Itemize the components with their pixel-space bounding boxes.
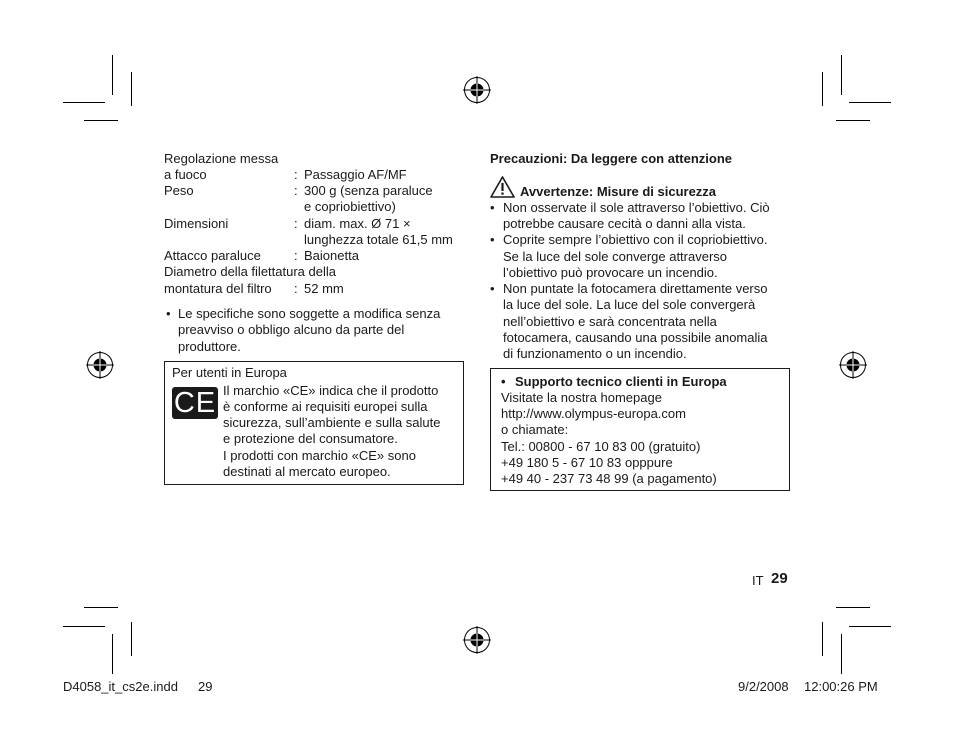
europe-box-line: Il marchio «CE» indica che il prodotto: [223, 383, 439, 398]
spec-focus-label: Regolazione messa: [164, 151, 279, 166]
spec-note-line: Le specifiche sono soggette a modifica senza: [178, 306, 441, 321]
crop-mark-top-right-h2: [836, 120, 870, 121]
crop-mark-top-left-h2: [84, 120, 118, 121]
slug-page: 29: [198, 679, 213, 694]
registration-mark-right-icon: [839, 351, 867, 379]
crop-mark-bottom-right-h1: [836, 607, 870, 608]
support-phone-line: Tel.: 00800 - 67 10 83 00 (gratuito): [501, 439, 701, 454]
bullet: •: [490, 281, 495, 296]
support-box-line: o chiamate:: [501, 422, 569, 437]
europe-box-line: sicurezza, sull’ambiente e sulla salute: [223, 415, 441, 430]
spec-dimensions-label: Dimensioni: [164, 216, 229, 231]
crop-mark-bottom-left-v1: [131, 622, 132, 656]
registration-mark-top-icon: [463, 76, 491, 104]
crop-mark-bottom-left-h1: [84, 607, 118, 608]
precaution-line: Non osservate il sole attraverso l’obiettivo. Ciò: [503, 200, 770, 215]
spec-weight-value-cont: e copriobiettivo): [304, 199, 396, 214]
warning-heading: Avvertenze: Misure di sicurezza: [520, 184, 717, 199]
spec-colon: :: [294, 216, 298, 231]
support-box-title: Supporto tecnico clienti in Europa: [515, 374, 727, 389]
spec-filter-value: 52 mm: [304, 281, 344, 296]
crop-mark-top-left-h1: [63, 102, 105, 103]
crop-mark-bottom-right-h2: [849, 626, 891, 627]
precaution-line: Se la luce del sole converge attraverso: [503, 249, 728, 264]
spec-focus-label-cont: a fuoco: [164, 167, 207, 182]
spec-weight-label: Peso: [164, 183, 194, 198]
precaution-line: potrebbe causare cecità o danni alla vista.: [503, 216, 746, 231]
spec-colon: :: [294, 167, 298, 182]
crop-mark-bottom-left-v2: [112, 634, 113, 674]
precaution-line: Coprite sempre l’obiettivo con il copriobiettivo.: [503, 232, 768, 247]
spec-focus-value: Passaggio AF/MF: [304, 167, 407, 182]
crop-mark-top-right-h1: [849, 102, 891, 103]
support-info-box: [490, 368, 790, 491]
crop-mark-top-right-v2: [822, 72, 823, 106]
support-box-line: Visitate la nostra homepage: [501, 390, 662, 405]
spec-note-line: preavviso o obbligo alcuno da parte del: [178, 322, 405, 337]
spec-colon: :: [294, 281, 298, 296]
spec-hood-label: Attacco paraluce: [164, 248, 261, 263]
bullet: •: [490, 232, 495, 247]
europe-box-line: destinati al mercato europeo.: [223, 464, 391, 479]
ce-mark-logo: [172, 387, 218, 419]
crop-mark-top-left-v2: [131, 72, 132, 106]
precaution-line: fotocamera, causando una possibile anomalia: [503, 330, 768, 345]
precaution-line: Non puntate la fotocamera direttamente verso: [503, 281, 768, 296]
registration-mark-left-icon: [86, 351, 114, 379]
bullet: •: [166, 306, 171, 321]
crop-mark-bottom-right-v2: [841, 634, 842, 674]
precaution-line: l’obiettivo può provocare un incendio.: [503, 265, 718, 280]
spec-colon: :: [294, 183, 298, 198]
bullet: •: [501, 374, 506, 389]
support-phone-line: +49 40 - 237 73 48 99 (a pagamento): [501, 471, 717, 486]
slug-filename: D4058_it_cs2e.indd: [63, 679, 178, 694]
crop-mark-bottom-left-h2: [63, 626, 105, 627]
ce-mark-text: CE: [173, 387, 217, 419]
precaution-line: nell’obiettivo e sarà concentrata nella: [503, 314, 717, 329]
slug-date: 9/2/2008: [738, 679, 789, 694]
europe-box-title: Per utenti in Europa: [172, 365, 287, 380]
spec-filter-label-cont: montatura del filtro: [164, 281, 272, 296]
spec-colon: :: [294, 248, 298, 263]
precaution-line: la luce del sole. La luce del sole convergerà: [503, 297, 756, 312]
europe-info-box: [164, 361, 464, 485]
slug-time: 12:00:26 PM: [804, 679, 878, 694]
spec-note-line: produttore.: [178, 339, 241, 354]
europe-box-line: e protezione del consumatore.: [223, 431, 398, 446]
europe-box-line: I prodotti con marchio «CE» sono: [223, 448, 416, 463]
support-phone-line: +49 180 5 - 67 10 83 opppure: [501, 455, 673, 470]
spec-weight-value: 300 g (senza paraluce: [304, 183, 433, 198]
page-language-code: IT: [752, 573, 764, 588]
precautions-heading: Precauzioni: Da leggere con attenzione: [490, 151, 732, 166]
crop-mark-top-right-v1: [841, 55, 842, 95]
registration-mark-bottom-icon: [463, 626, 491, 654]
europe-box-line: è conforme ai requisiti europei sulla: [223, 399, 428, 414]
crop-mark-top-left-v1: [112, 55, 113, 95]
warning-triangle-icon: [490, 176, 515, 198]
crop-mark-bottom-right-v1: [822, 622, 823, 656]
spec-dimensions-value: diam. max. Ø 71 ×: [304, 216, 411, 231]
support-website-link[interactable]: http://www.olympus-europa.com: [501, 406, 686, 421]
spec-dimensions-value-cont: lunghezza totale 61,5 mm: [304, 232, 453, 247]
spec-filter-label: Diametro della filettatura della: [164, 264, 336, 279]
precaution-line: di funzionamento o un incendio.: [503, 346, 687, 361]
spec-hood-value: Baionetta: [304, 248, 359, 263]
bullet: •: [490, 200, 495, 215]
page-number-value: 29: [771, 570, 788, 587]
